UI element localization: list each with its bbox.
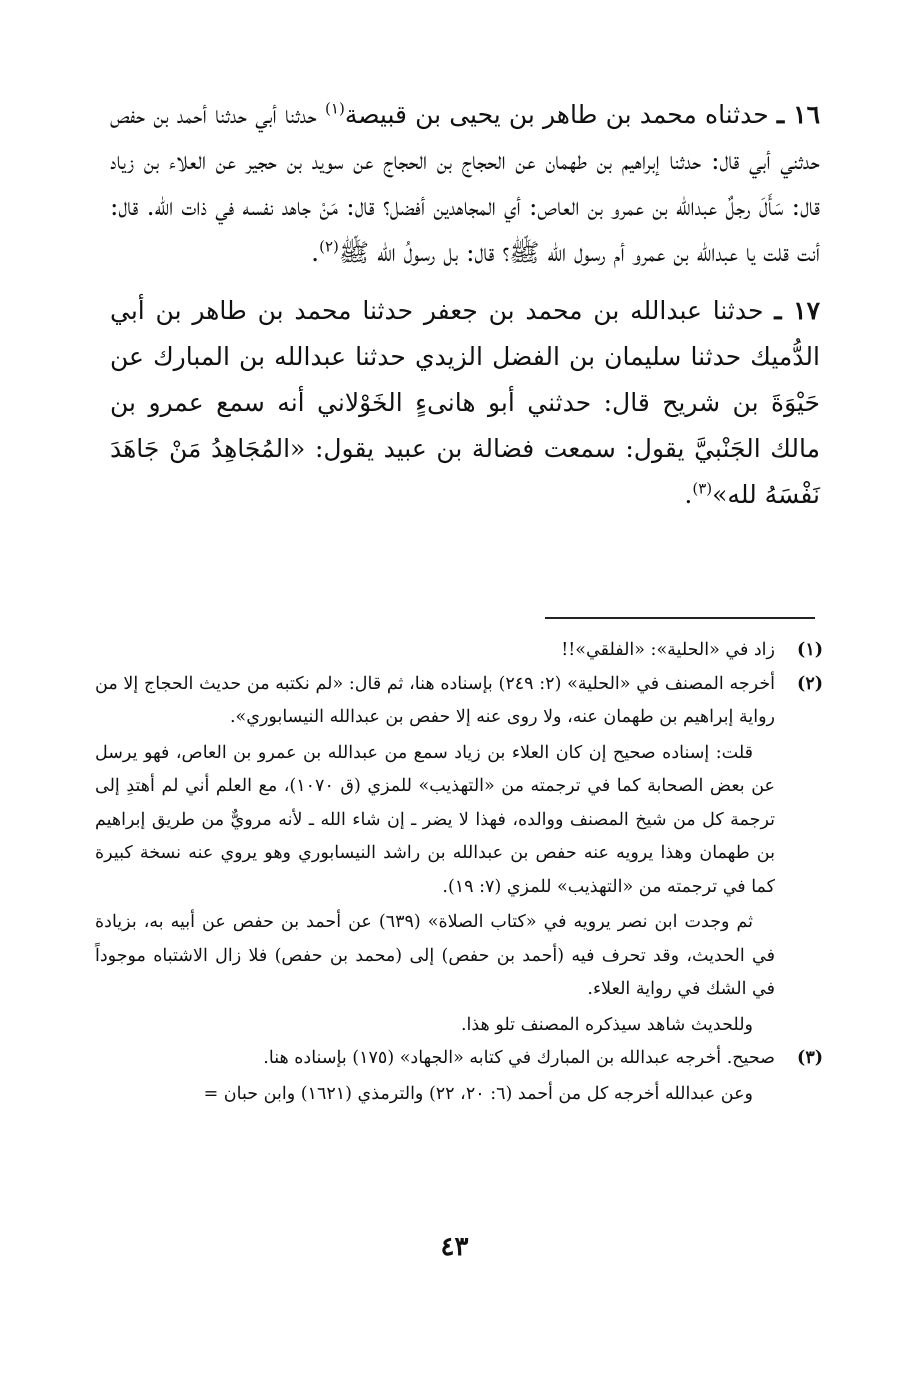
footnote-ref: (٣) <box>692 479 713 498</box>
footnote-label: (٢) <box>797 673 823 694</box>
footnote-2-witness: وللحديث شاهد سيذكره المصنف تلو هذا. <box>460 1014 753 1035</box>
footnote-2-addendum: ثم وجدت ابن نصر يرويه في «كتاب الصلاة» (٦٣٩) عن أحمد بن حفص عن أبيه به، بزيادة في الحديث، وقد تحرف فيه (أحمد بن حفص) إلى (محمد بن حفص) فلا زال الاشتباه موجوداً في الشك في رواية العلاء. <box>95 912 775 999</box>
footnote-3-continued: وعن عبدالله أخرجه كل من أحمد (٦: ٢٠، ٢٢) والترمذي (١٦٢١) وابن حبان = <box>203 1083 753 1104</box>
footnote-text: زاد في «الحلية»: «الفلقي»!! <box>561 640 775 660</box>
footnote-text: صحيح. أخرجه عبدالله بن المبارك في كتابه «الجهاد» (١٧٥) بإسناده هنا. <box>263 1048 775 1068</box>
hadith-16 <box>110 92 820 276</box>
hadith-text: حدثنا أبي حدثنا أحمد بن حفص حدثني أبي قال: حدثنا إبراهيم بن طهمان عن الحجاج بن الحجاج عن سويد بن حجير عن العلاء بن زياد قال: سَأَلَ رجلٌ عبدالله بن عمرو بن العاص: أي المجاهدين أفضل؟ قال: مَنْ جاهد نفسه في ذات الله. قال: أنت قلت يا عبدالله بن عمرو أم رسول الله ﷺ؟ قال: بل رسولُ الله ﷺ <box>110 100 820 267</box>
hadith-end: . <box>684 480 693 509</box>
footnote-ref: (١) <box>325 99 345 118</box>
footnote-3 <box>95 1042 823 1076</box>
footnote-ref: (٢) <box>319 237 339 256</box>
footnote-label: (١) <box>797 640 823 660</box>
hadith-end: . <box>311 238 320 267</box>
hadith-text: حدثنا عبدالله بن محمد بن جعفر حدثنا محمد بن طاهر بن أبي الدُّميك حدثنا سليمان بن الفضل الزيدي حدثنا عبدالله بن المبارك عن حَيْوَةَ بن شريح قال: حدثني أبو هانىءٍ الخَوْلاني أنه سمع عمرو بن مالك الجَنْبيَّ يقول: سمعت فضالة بن عبيد يقول: «المُجَاهِدُ مَنْ جَاهَدَ نَفْسَهُ لله» <box>110 296 820 509</box>
footnote-label: (٣) <box>797 1048 823 1068</box>
footnote-text: أخرجه المصنف في «الحلية» (٢: ٢٤٩) بإسناده هنا، ثم قال: «لم نكتبه من حديث الحجاج إلا من رواية إبراهيم بن طهمان عنه، ولا روى عنه إلا حفص بن عبدالله النيسابوري». <box>95 673 776 727</box>
hadith-17 <box>110 288 820 518</box>
footnote-2 <box>95 668 823 735</box>
footnote-1 <box>95 634 823 668</box>
hadith-text: حدثناه محمد بن طاهر بن يحيى بن قبيصة <box>344 100 769 129</box>
main-text <box>110 92 820 518</box>
hadith-number: ١٧ ـ <box>774 296 820 325</box>
footnote-2-comment: قلت: إسناده صحيح إن كان العلاء بن زياد سمع من عبدالله بن عمرو بن العاص، فهو يرسل عن بعض الصحابة كما في ترجمته من «التهذيب» للمزي (ق ١٠٧٠)، مع العلم أني لم أهتدِ إلى ترجمة كل من شيخ المصنف ووالده، فهذا لا يضر ـ إن شاء الله ـ لأنه مرويٌّ من طريق إبراهيم بن طهمان وهذا يرويه عنه حفص بن عبدالله بن راشد النيسابوري وهو يروي عنه نسخة كبيرة كما في ترجمته من «التهذيب» للمزي (٧: ١٩). <box>95 742 775 897</box>
footnotes <box>95 634 823 1111</box>
footnote-separator <box>545 617 815 619</box>
hadith-number: ١٦ ـ <box>776 100 820 129</box>
page-number: ٤٣ <box>440 1232 469 1262</box>
